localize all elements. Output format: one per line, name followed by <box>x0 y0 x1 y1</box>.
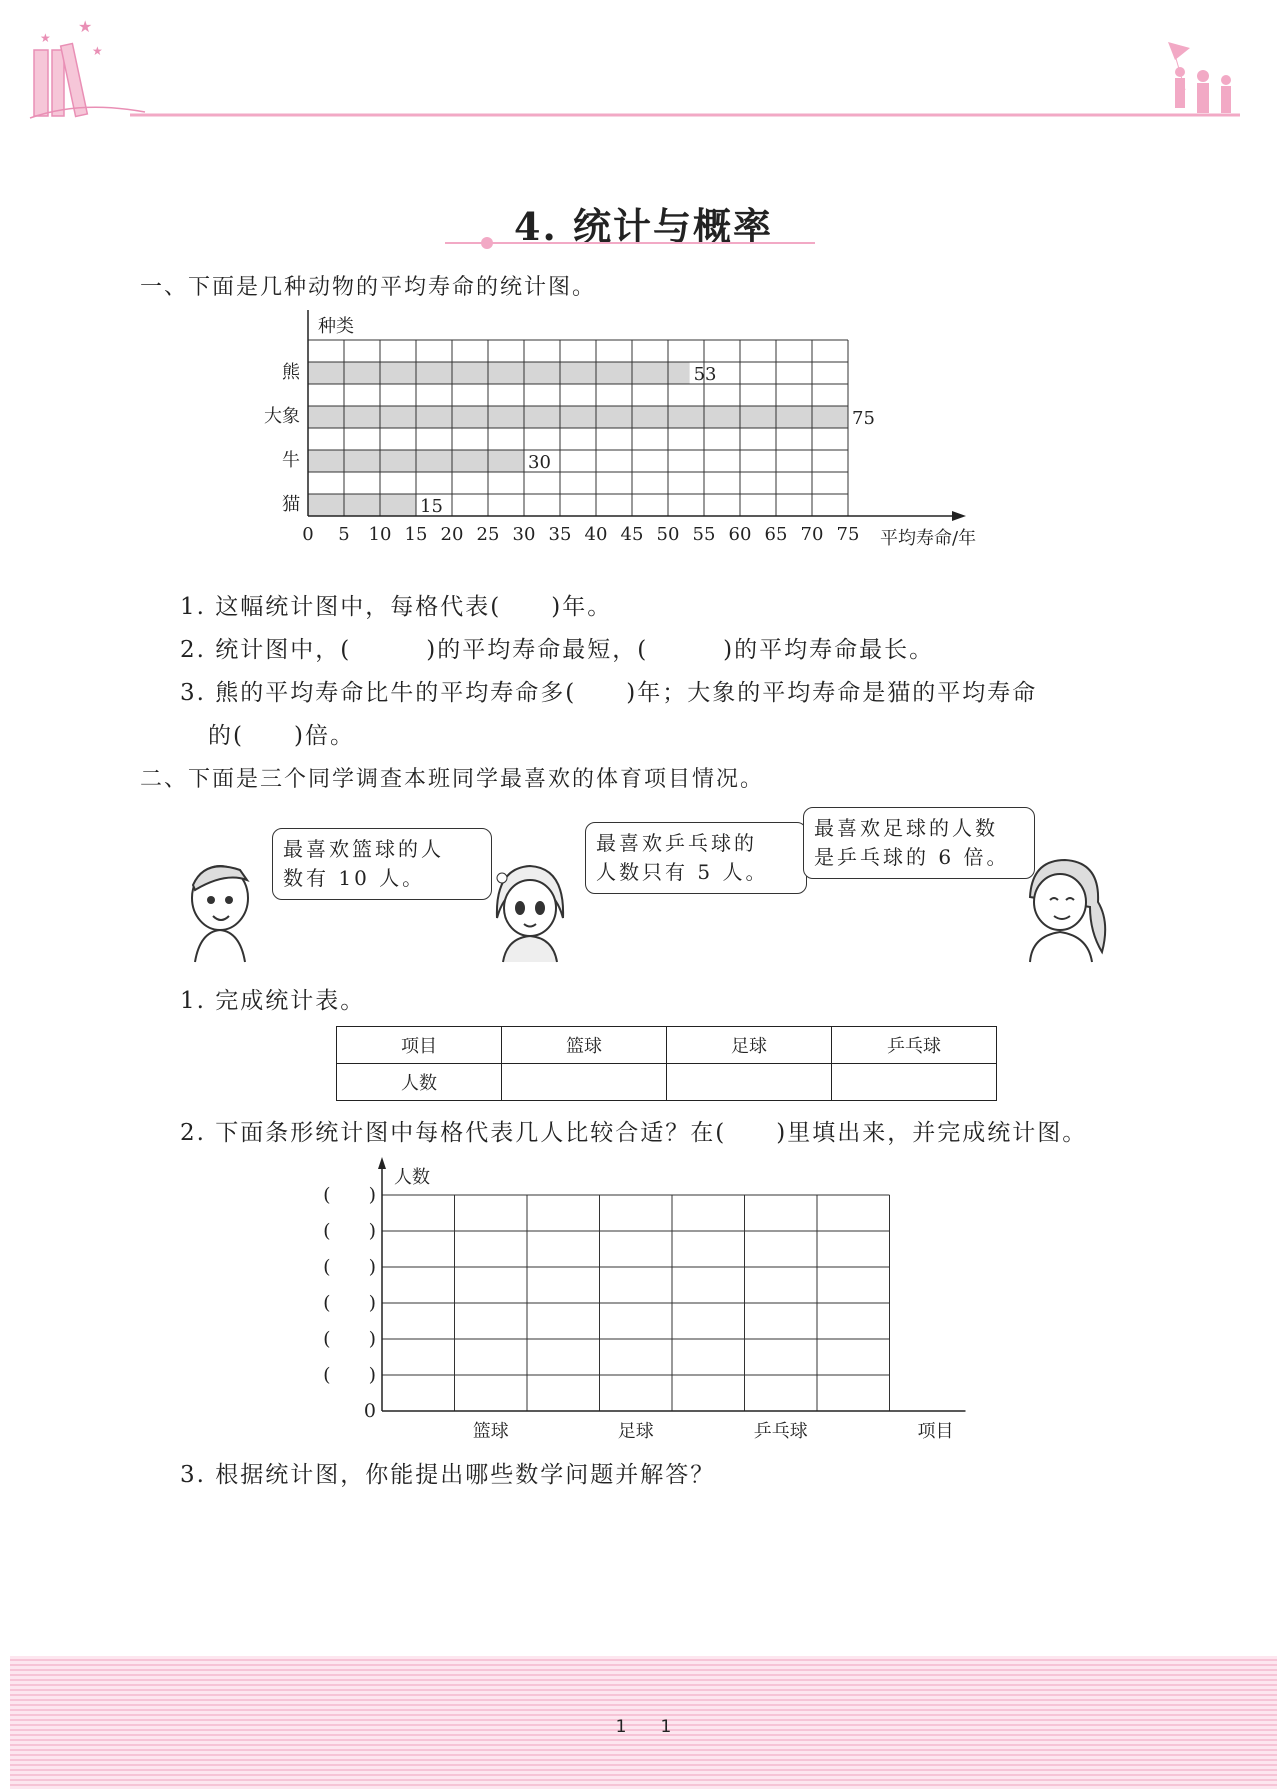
sports-chart <box>0 1150 1287 1450</box>
s1-question-1: 1. 这幅统计图中，每格代表( )年。 <box>180 594 613 620</box>
x-tick-label: 15 <box>404 524 428 545</box>
x-tick-label: 35 <box>548 524 572 545</box>
svg-text:★: ★ <box>92 44 103 58</box>
x-tick-label: 60 <box>728 524 752 545</box>
x-category-label: 足球 <box>617 1421 654 1442</box>
s2-question-1: 1. 完成统计表。 <box>180 988 366 1014</box>
book-stack-icon <box>30 17 145 118</box>
table-row-label: 人数 <box>337 1064 502 1101</box>
s2-question-2: 2. 下面条形统计图中每格代表几人比较合适？在( )里填出来，并完成统计图。 <box>180 1120 1088 1146</box>
s2-question-3: 3. 根据统计图，你能提出哪些数学问题并解答？ <box>180 1462 716 1488</box>
bubble-line: 最喜欢篮球的人 <box>283 837 444 861</box>
girl-avatar <box>485 858 575 963</box>
x-tick-label: 70 <box>800 524 824 545</box>
data-label: 53 <box>693 364 717 385</box>
category-label: 大象 <box>264 406 300 427</box>
x-axis-label: 项目 <box>917 1421 954 1442</box>
table-header-cell: 足球 <box>667 1027 832 1064</box>
header-decoration <box>0 0 1287 130</box>
y-tick-label: ( ) <box>323 1220 376 1242</box>
lifespan-chart <box>0 300 1287 585</box>
x-category-label: 篮球 <box>472 1421 509 1442</box>
y-tick-label: ( ) <box>323 1184 376 1206</box>
x-tick-label: 65 <box>764 524 788 545</box>
svg-text:★: ★ <box>78 17 93 36</box>
s1-question-3: 3. 熊的平均寿命比牛的平均寿命多( )年；大象的平均寿命是猫的平均寿命 <box>180 680 1038 706</box>
data-label: 15 <box>420 496 443 517</box>
x-tick-label: 75 <box>836 524 860 545</box>
title-underline <box>445 236 815 250</box>
x-tick-label: 5 <box>338 524 350 545</box>
section1-heading: 一、下面是几种动物的平均寿命的统计图。 <box>140 275 597 300</box>
x-tick-label: 50 <box>656 524 680 545</box>
data-label: 75 <box>852 408 875 429</box>
bubble-line: 人数只有 5 人。 <box>596 860 769 884</box>
y-axis-arrow <box>378 1157 386 1169</box>
x-tick-label: 55 <box>692 524 716 545</box>
x-tick-label: 40 <box>584 524 608 545</box>
table-input-cell[interactable] <box>667 1064 832 1101</box>
boy-avatar <box>175 850 265 965</box>
y-tick-label: ( ) <box>323 1328 376 1350</box>
y-tick-label: ( ) <box>323 1256 376 1278</box>
bar <box>308 494 416 516</box>
bubble-line: 数有 10 人。 <box>283 866 426 890</box>
y-tick-label: ( ) <box>323 1364 376 1386</box>
y-tick-label: ( ) <box>323 1292 376 1314</box>
kite-children-icon <box>1168 42 1231 113</box>
y-tick-label: 0 <box>363 1400 376 1422</box>
table-header-cell: 篮球 <box>502 1027 667 1064</box>
x-axis-label: 平均寿命/年 <box>880 528 977 549</box>
x-tick-label: 30 <box>512 524 536 545</box>
stat-table <box>336 1026 997 1101</box>
table-input-cell[interactable] <box>832 1064 997 1101</box>
category-label: 猫 <box>282 494 300 515</box>
category-label: 熊 <box>282 362 300 383</box>
page-title: 4. 统计与概率 <box>514 204 773 249</box>
data-label: 30 <box>528 452 551 473</box>
s1-question-2: 2. 统计图中，( )的平均寿命最短，( )的平均寿命最长。 <box>180 637 935 663</box>
page-number: 1 1 <box>615 1717 672 1737</box>
table-row <box>337 1064 997 1101</box>
x-tick-label: 20 <box>440 524 464 545</box>
x-axis-arrow <box>952 511 966 521</box>
speech-bubble-basketball <box>272 828 492 900</box>
bubble-line: 最喜欢乒乓球的 <box>596 831 757 855</box>
section2-heading: 二、下面是三个同学调查本班同学最喜欢的体育项目情况。 <box>140 767 765 792</box>
table-header-cell: 乒乓球 <box>832 1027 997 1064</box>
speech-bubble-pingpong <box>585 822 807 894</box>
bar <box>308 406 848 428</box>
category-label: 牛 <box>282 450 300 471</box>
y-axis-label: 种类 <box>318 316 354 337</box>
y-axis-label: 人数 <box>394 1167 430 1188</box>
x-tick-label: 0 <box>302 524 314 545</box>
svg-text:★: ★ <box>40 31 51 45</box>
bubble-line: 是乒乓球的 6 倍。 <box>814 845 1010 869</box>
table-header-cell: 项目 <box>337 1027 502 1064</box>
bubble-line: 最喜欢足球的人数 <box>814 816 998 840</box>
s1-question-3-cont: 的( )倍。 <box>208 723 355 749</box>
x-tick-label: 25 <box>476 524 500 545</box>
speech-bubble-football <box>803 807 1035 879</box>
x-category-label: 乒乓球 <box>753 1421 808 1442</box>
table-input-cell[interactable] <box>502 1064 667 1101</box>
header-line <box>0 0 1287 130</box>
table-row <box>337 1027 997 1064</box>
x-tick-label: 45 <box>620 524 644 545</box>
x-tick-label: 10 <box>368 524 392 545</box>
